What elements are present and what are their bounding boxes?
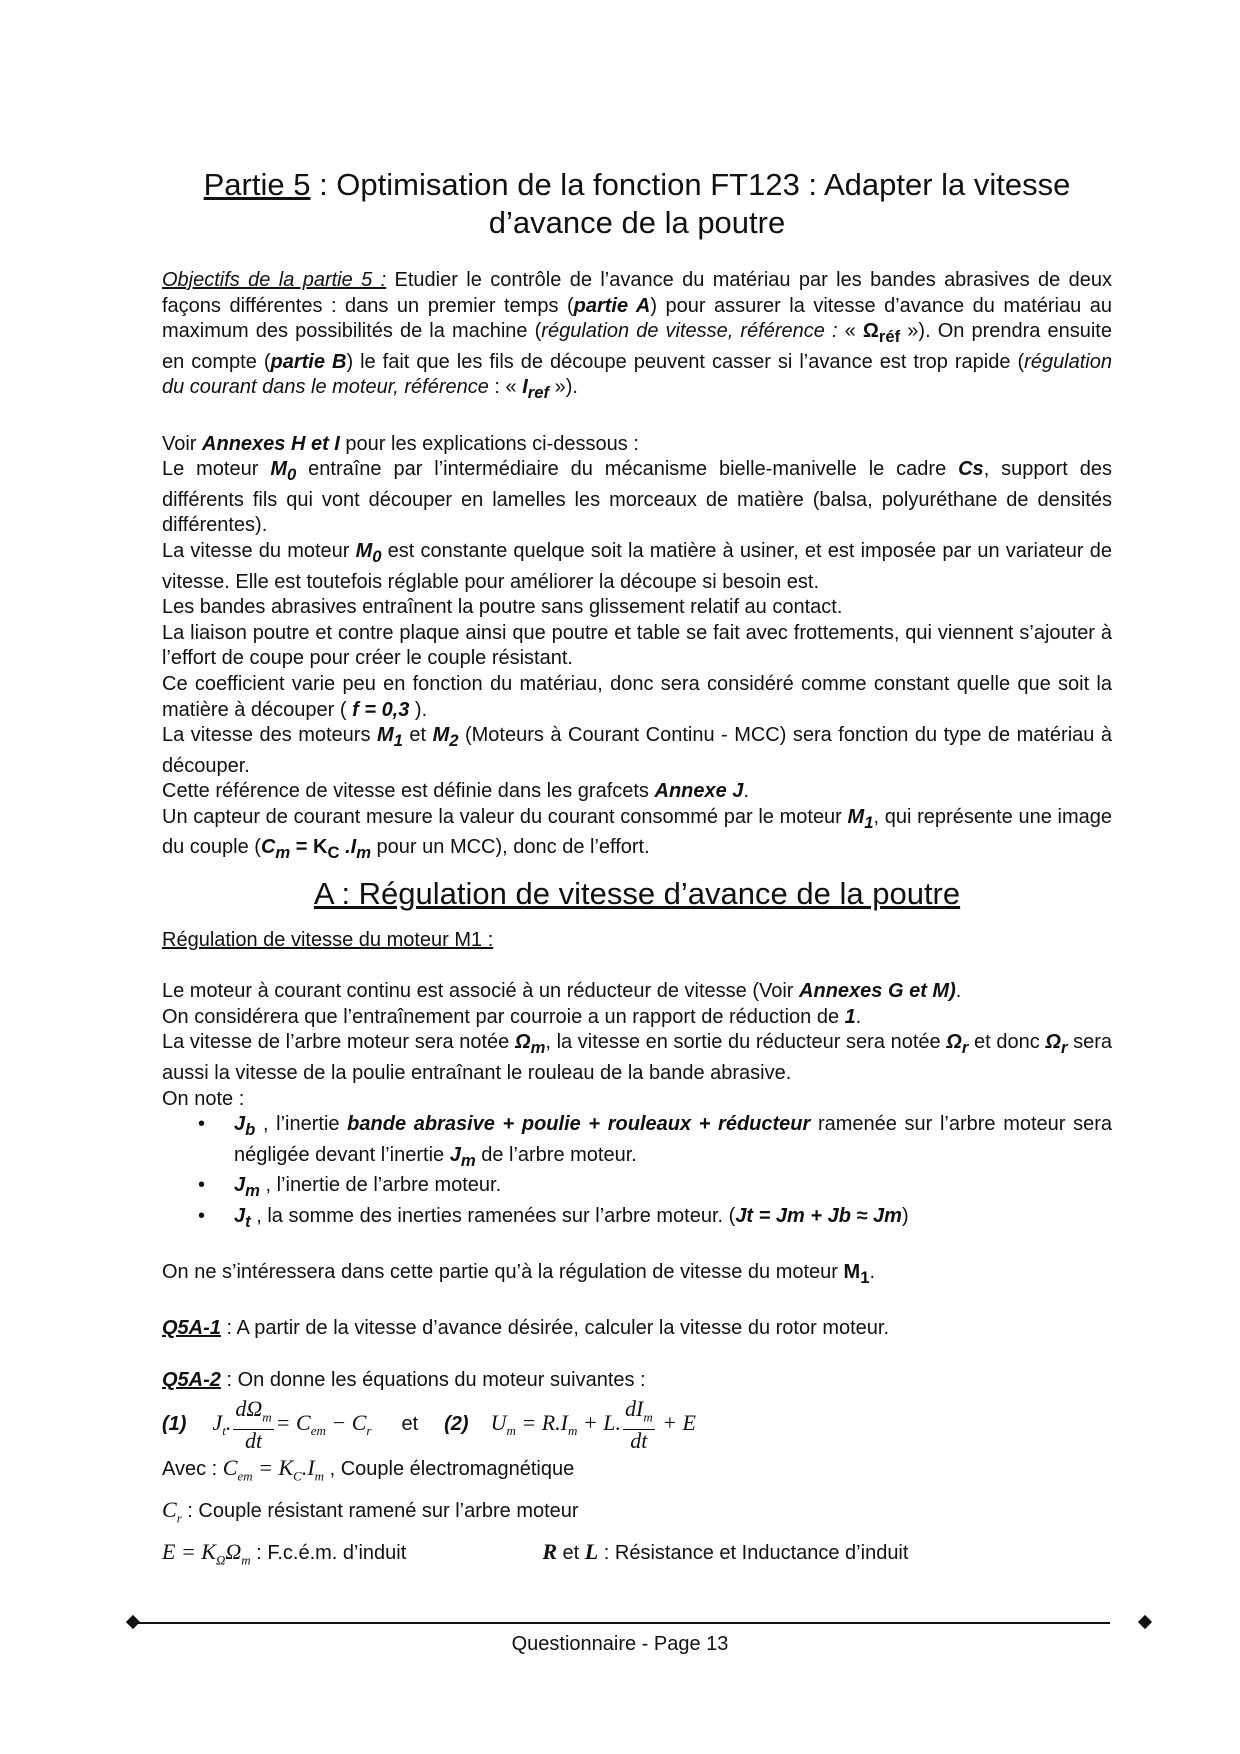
intro-p1: Le moteur $M_0$ entraîne par l’intermédiaire du mécanisme bielle-manivelle le cadre Cs, support des différents fils qui vont découper en lamelles les morceaux de matière (balsa, polyuréthane de densités différentes). bbox=[162, 458, 1113, 537]
intro-p8: Un capteur de courant mesure la valeur du courant consommé par le moteur $M_1$, qui représente une image du couple ($C_m = K_C$ $.I_m$ pour un MCC), donc de l’effort. bbox=[162, 805, 1112, 863]
cr-definition: $C_r$ : Couple résistant ramené sur l’arbre moteur bbox=[162, 1497, 579, 1526]
e-definition: $E = K_\Omega\Omega_m$ : F.c.é.m. d’induit R et L : Résistance et Inductance d’induit bbox=[162, 1539, 909, 1568]
section-a-s3: La vitesse de l’arbre moteur sera notée $\Omega_m$, la vitesse en sortie du réducteur sera notée $\Omega_r$ et donc $\Omega_r$ sera aussi la vitesse de la poulie entraînant le rouleau de la bande abrasive. bbox=[162, 1031, 1112, 1085]
motor-equations: (1) $J_t$. $\frac{d\Omega_m}{dt}$ = $C_{em} - C_r$ et (2) $U_m = R.I_m + L$. $\frac{dI_m}{dt}$ + E bbox=[162, 1396, 696, 1453]
intro-p5: Ce coefficient varie peu en fonction du matériau, donc sera considéré comme constant quelle que soit la matière à découper ( f = 0,3 ). bbox=[162, 672, 1112, 721]
intro-p6: La vitesse des moteurs $M_1$ et $M_2$ (Moteurs à Courant Continu - MCC) sera fonction du type de matériau à découper. bbox=[162, 724, 1113, 777]
part-label: Partie 5 bbox=[203, 167, 311, 202]
page-title: Partie 5 : Optimisation de la fonction FT123 : Adapter la vitesse d’avance de la poutre bbox=[203, 167, 1071, 240]
section-a-heading: A : Régulation de vitesse d’avance de la poutre bbox=[313, 876, 961, 912]
question-q5a-1: Q5A-1 : A partir de la vitesse d’avance désirée, calculer la vitesse du rotor moteur. bbox=[162, 1317, 890, 1340]
intro-p3: Les bandes abrasives entraînent la poutre sans glissement relatif au contact. bbox=[162, 596, 843, 619]
footer-diamond-right bbox=[1138, 1615, 1152, 1629]
document-body bbox=[162, 268, 1112, 1573]
footer-rule bbox=[130, 1622, 1110, 1624]
intro-voir: Voir Annexes H et I pour les explications ci-dessous : bbox=[162, 432, 639, 455]
equation-1: $J_t$. $\frac{d\Omega_m}{dt}$ = $C_{em} - C_r$ bbox=[212, 1396, 372, 1453]
cem-definition: Avec : $C_{em} = K_C.I_m$ , Couple électromagnétique bbox=[162, 1455, 575, 1484]
page-footer: Questionnaire - Page 13 bbox=[511, 1633, 729, 1655]
list-item: • $J_m$ , l’inertie de l’arbre moteur. bbox=[234, 1173, 1112, 1204]
intro-p4: La liaison poutre et contre plaque ainsi que poutre et table se fait avec frottements, qui viennent s’ajouter à l’effort de coupe pour créer le couple résistant. bbox=[162, 621, 1112, 670]
list-item: • $J_b$ , l’inertie bande abrasive + poulie + rouleaux + réducteur ramenée sur l’arbre moteur sera négligée devant l’inertie $J_m$ de l’arbre moteur. bbox=[234, 1112, 1112, 1173]
section-a-s2: On considérera que l’entraînement par courroie a un rapport de réduction de 1. bbox=[162, 1005, 862, 1028]
section-a-s1: Le moteur à courant continu est associé à un réducteur de vitesse (Voir Annexes G et M). bbox=[162, 980, 962, 1003]
intro-p2: La vitesse du moteur $M_0$ est constante quelque soit la matière à usiner, et est imposée par un variateur de vitesse. Elle est toutefois réglable pour améliorer la découpe si besoin est. bbox=[162, 539, 1112, 593]
section-a-subheading: Régulation de vitesse du moteur M1 : bbox=[162, 929, 494, 952]
list-item: • $J_t$ , la somme des inerties ramenées sur l’arbre moteur. (Jt = Jm + Jb ≈ Jm) bbox=[234, 1204, 1112, 1235]
question-q5a-2: Q5A-2 : On donne les équations du moteur suivantes : bbox=[162, 1368, 646, 1391]
section-a-on-note: On note : bbox=[162, 1087, 245, 1110]
inertia-list bbox=[162, 1112, 1112, 1234]
objectives-paragraph: Objectifs de la partie 5 : Etudier le contrôle de l’avance du matériau par les bandes abrasives de deux façons différentes : dans un premier temps (partie A) pour assurer la vitesse d’avance du matériau au maximum des possibilités de la machine (régulation de vitesse, référence : « $\Omega_{réf}$ »). On prendra ensuite en compte (partie B) le fait que les fils de découpe peuvent casser si l’avance est trop rapide (régulation du courant dans le moteur, référence : « $I_{ref}$ »). bbox=[162, 269, 1113, 403]
section-a-s4: On ne s’intéressera dans cette partie qu’à la régulation de vitesse du moteur $M_1$. bbox=[162, 1261, 876, 1288]
equation-2: $U_m = R.I_m + L$. $\frac{dI_m}{dt}$ + E bbox=[490, 1396, 696, 1453]
intro-p7: Cette référence de vitesse est définie dans les grafcets Annexe J. bbox=[162, 780, 749, 803]
